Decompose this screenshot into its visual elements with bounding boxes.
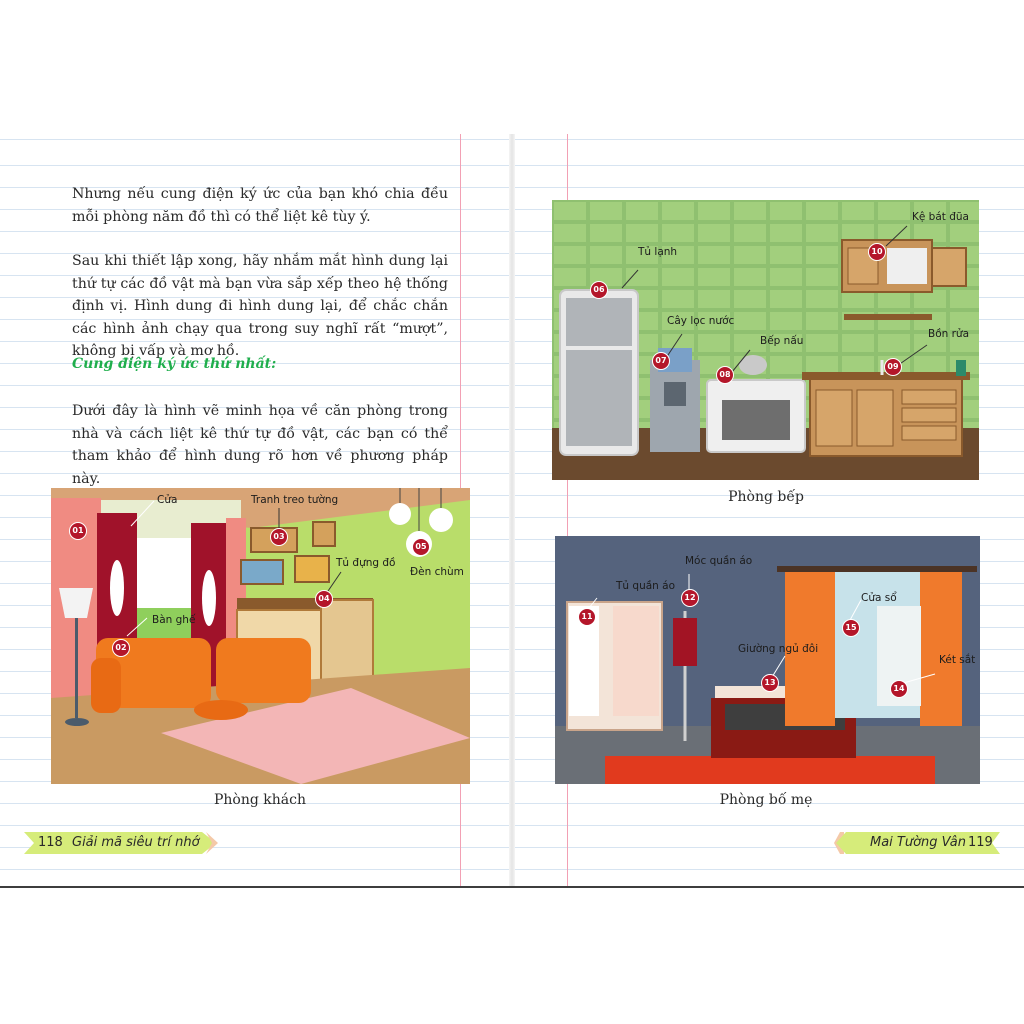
section-subheading: Cung điện ký ức thứ nhất: xyxy=(72,356,277,372)
bedroom-marker-14: 14 xyxy=(890,680,908,698)
book-gutter xyxy=(509,134,515,886)
living-room-label-door: Cửa xyxy=(157,494,178,506)
bedroom-marker-12: 12 xyxy=(681,589,699,607)
bedroom-label-safe: Két sắt xyxy=(939,654,976,666)
kitchen-marker-10: 10 xyxy=(868,243,886,261)
living-room-label-cabinet: Tủ đựng đồ xyxy=(336,557,396,569)
living-room-label-table-chairs: Bàn ghế xyxy=(152,614,196,626)
living-room-marker-05: 05 xyxy=(412,538,430,556)
living-room-caption: Phòng khách xyxy=(214,792,306,808)
bedroom-marker-13: 13 xyxy=(761,674,779,692)
bedroom-label-double-bed: Giường ngủ đôi xyxy=(738,643,819,655)
paragraph-3: Dưới đây là hình vẽ minh họa về căn phòng trong nhà và cách liệt kê thứ tự đồ vật, các bạn có thể tham khảo để hình dung rõ hơn về phương pháp này. xyxy=(72,403,448,487)
bedroom-illustration xyxy=(555,536,980,784)
left-page-number: 118 xyxy=(38,835,63,850)
kitchen-marker-08: 08 xyxy=(716,366,734,384)
living-room-marker-04: 04 xyxy=(315,590,333,608)
right-page-number: 119 xyxy=(968,835,993,850)
paragraph-2: Sau khi thiết lập xong, hãy nhắm mắt hình dung lại thứ tự các đồ vật mà bạn vừa sắp xếp theo hệ thống định vị. Hình dung đi hình dung lại, để chắc chắn các hình ảnh chạy qua trong suy nghĩ rất “mượt”, không bị vấp và mơ hồ. xyxy=(72,253,448,359)
kitchen-marker-06: 06 xyxy=(590,281,608,299)
bedroom-label-clothes-hanger: Móc quần áo xyxy=(685,555,753,567)
bedroom-caption: Phòng bố mẹ xyxy=(719,792,813,808)
kitchen-marker-07: 07 xyxy=(652,352,670,370)
bedroom-label-wardrobe: Tủ quần áo xyxy=(616,580,676,592)
kitchen-marker-09: 09 xyxy=(884,358,902,376)
left-footer-book-title: Giải mã siêu trí nhớ xyxy=(72,835,200,850)
kitchen-label-sink: Bồn rửa xyxy=(928,328,970,340)
kitchen-label-stove: Bếp nấu xyxy=(760,335,804,347)
bedroom-label-window: Cửa sổ xyxy=(861,592,897,604)
bedroom-marker-15: 15 xyxy=(842,619,860,637)
kitchen-label-water-purifier: Cây lọc nước xyxy=(667,315,735,327)
living-room-label-chandelier: Đèn chùm xyxy=(410,566,464,578)
paragraph-1: Nhưng nếu cung điện ký ức của bạn khó chia đều mỗi phòng năm đồ thì có thể liệt kê tùy ý. xyxy=(72,186,448,225)
living-room-marker-01: 01 xyxy=(69,522,87,540)
bottom-rule xyxy=(0,886,1024,888)
right-footer-author: Mai Tường Vân xyxy=(870,835,966,850)
living-room-illustration xyxy=(51,488,470,784)
living-room-label-wall-painting: Tranh treo tường xyxy=(251,494,339,506)
kitchen-label-dish-rack: Kệ bát đũa xyxy=(912,211,969,223)
living-room-marker-02: 02 xyxy=(112,639,130,657)
kitchen-caption: Phòng bếp xyxy=(728,489,804,505)
living-room-marker-03: 03 xyxy=(270,528,288,546)
kitchen-label-fridge: Tủ lạnh xyxy=(638,246,678,258)
bedroom-marker-11: 11 xyxy=(578,608,596,626)
